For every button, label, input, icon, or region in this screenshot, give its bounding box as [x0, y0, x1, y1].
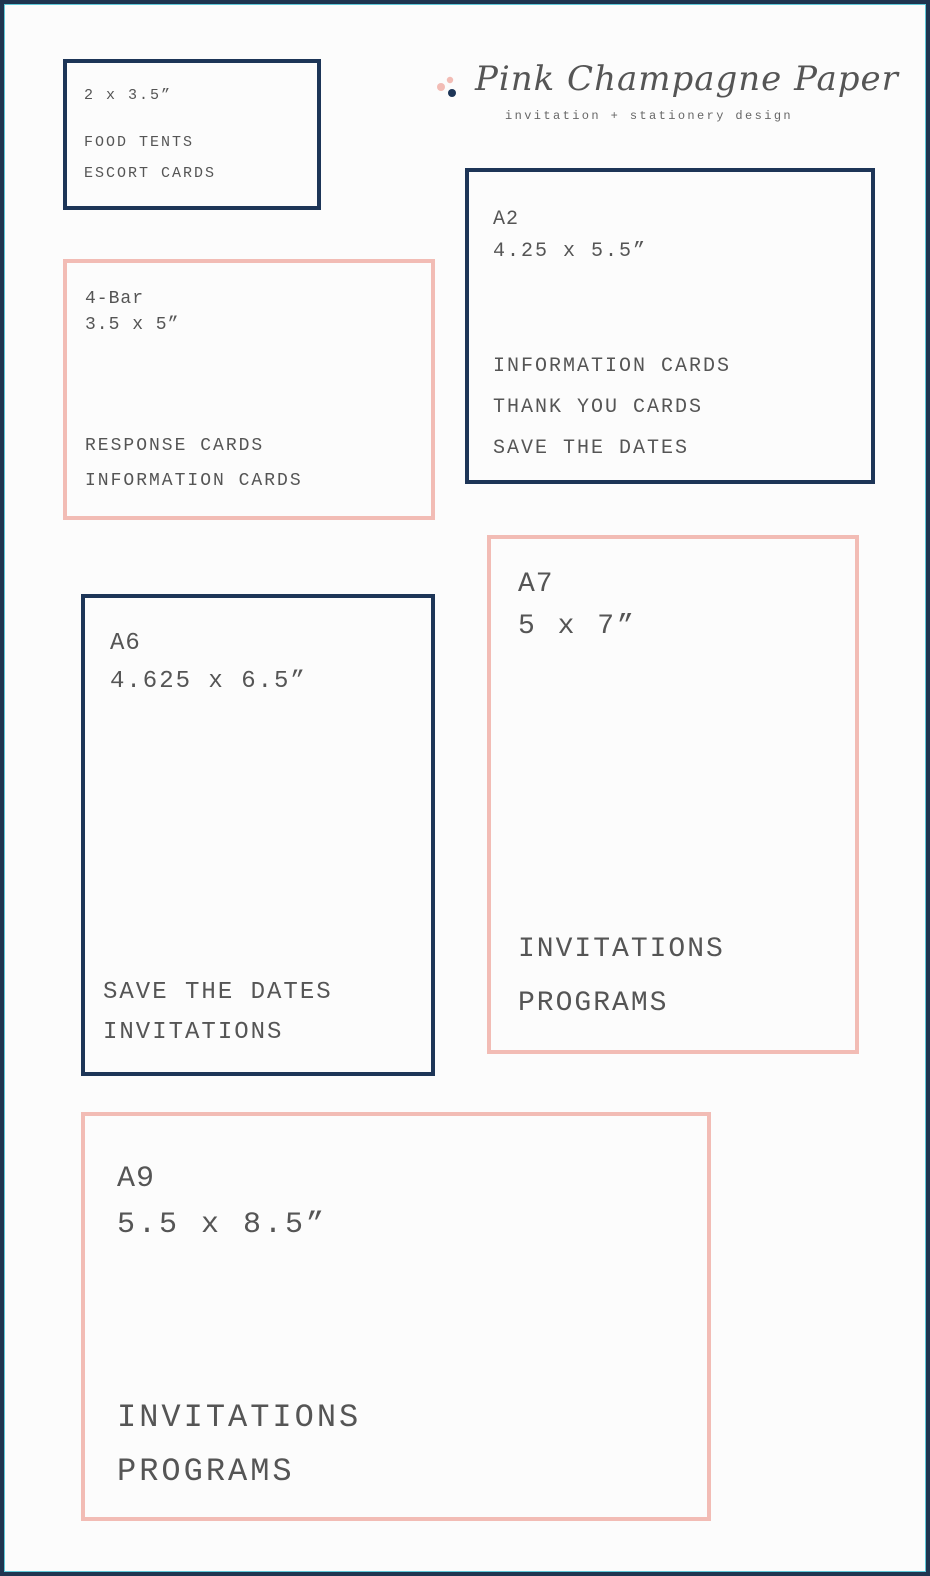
card-name: A6: [110, 630, 141, 657]
card-use: INFORMATION CARDS: [85, 471, 303, 491]
card-4-bar: [63, 259, 435, 520]
card-size: 2 x 3.5”: [84, 87, 173, 104]
card-a6: [81, 594, 435, 1076]
card-size: 4.625 x 6.5”: [110, 668, 307, 695]
card-use: SAVE THE DATES: [103, 979, 333, 1006]
card-use: INFORMATION CARDS: [493, 355, 732, 378]
brand-name: Pink Champagne Paper: [475, 59, 899, 99]
card-place-2x3-5: [63, 59, 321, 210]
card-use: PROGRAMS: [518, 988, 669, 1019]
logo-dots-icon: [435, 75, 461, 101]
card-use: PROGRAMS: [117, 1453, 295, 1490]
card-a2: [465, 168, 875, 484]
card-size: 5.5 x 8.5”: [117, 1208, 328, 1242]
card-name: A7: [518, 569, 554, 600]
card-name: A9: [117, 1162, 156, 1196]
brand-tagline: invitation + stationery design: [505, 109, 794, 123]
card-use: INVITATIONS: [117, 1399, 362, 1436]
page-canvas: [4, 4, 926, 1572]
card-use: SAVE THE DATES: [493, 437, 690, 460]
card-size: 3.5 x 5”: [85, 315, 180, 335]
brand-logo: [435, 57, 899, 127]
card-name: A2: [493, 208, 520, 231]
card-use: FOOD TENTS: [84, 134, 195, 151]
card-a7: [487, 535, 859, 1054]
card-use: ESCORT CARDS: [84, 165, 217, 182]
card-size: 4.25 x 5.5”: [493, 240, 648, 263]
card-name: 4-Bar: [85, 289, 145, 309]
card-a9: [81, 1112, 711, 1521]
card-use: THANK YOU CARDS: [493, 396, 704, 419]
card-use: INVITATIONS: [103, 1019, 284, 1046]
card-use: RESPONSE CARDS: [85, 436, 265, 456]
card-size: 5 x 7”: [518, 611, 637, 642]
card-use: INVITATIONS: [518, 934, 725, 965]
